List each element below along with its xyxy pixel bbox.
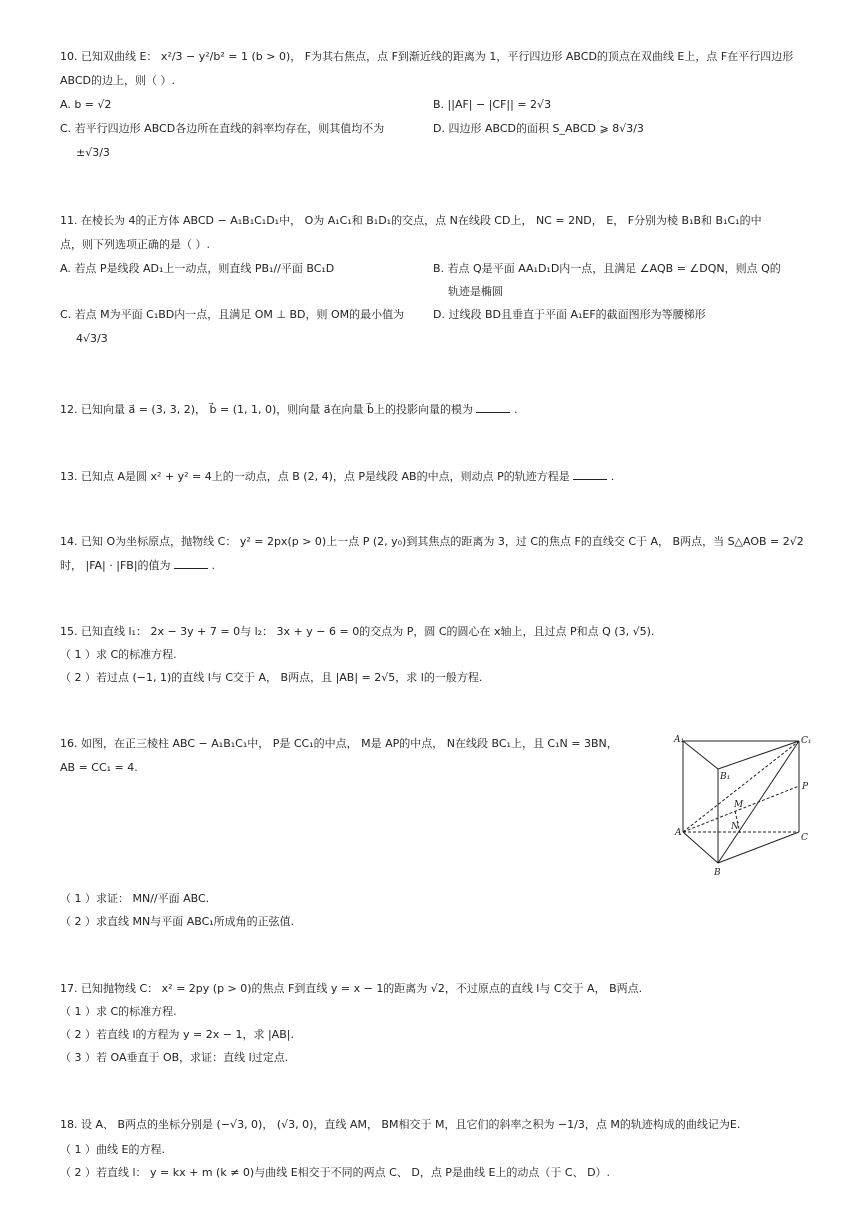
- answer-blank: [174, 558, 208, 569]
- label-a: A: [675, 828, 682, 838]
- q13-line1: [60, 469, 614, 484]
- label-c: C: [801, 833, 808, 843]
- q11-option-d: D. 过线段 BD且垂直于平面 A₁EF的截面图形为等腰梯形: [433, 308, 706, 321]
- q15-line1: 15. 已知直线 l₁： 2x − 3y + 7 = 0与 l₂： 3x + y − 6 = 0的交点为 P，圆 C的圆心在 x轴上，且过点 P和点 Q (3, √5).: [60, 625, 655, 638]
- q11-option-c-cont: 4√3/3: [76, 332, 108, 345]
- q13-text: 13. 已知点 A是圆 x² + y² = 4上的一动点，点 B (2, 4)，点 P是线段 AB的中点，则动点 P的轨迹方程是: [60, 470, 570, 483]
- q13-end: .: [610, 470, 615, 483]
- prism-figure: [670, 732, 820, 882]
- label-b1: B₁: [720, 772, 731, 782]
- q17-part2: （ 2 ）若直线 l的方程为 y = 2x − 1，求 |AB|.: [60, 1028, 294, 1041]
- q11-option-a: A. 若点 P是线段 AD₁上一动点，则直线 PB₁//平面 BC₁D: [60, 262, 335, 275]
- q12-end: .: [513, 403, 518, 416]
- q10-option-b: B. ||AF| − |CF|| = 2√3: [433, 98, 552, 111]
- q15-part2: （ 2 ）若过点 (−1, 1)的直线 l与 C交于 A， B两点，且 |AB| = 2√5，求 l的一般方程.: [60, 671, 483, 684]
- q11-option-b: B. 若点 Q是平面 AA₁D₁D内一点，且满足 ∠AQB = ∠DQN，则点 Q的: [433, 262, 781, 275]
- q10-line1: 10. 已知双曲线 E： x²/3 − y²/b² = 1 (b > 0)， F为其右焦点，点 F到渐近线的距离为 1，平行四边形 ABCD的顶点在双曲线 E上，点 F在平行四边形: [60, 50, 794, 63]
- q15-part1: （ 1 ）求 C的标准方程.: [60, 648, 177, 661]
- label-b: B: [714, 868, 721, 878]
- q10-option-c: C. 若平行四边形 ABCD各边所在直线的斜率均存在，则其值均不为: [60, 122, 385, 135]
- q17-part1: （ 1 ）求 C的标准方程.: [60, 1005, 177, 1018]
- label-n: N: [731, 822, 739, 832]
- answer-blank: [573, 469, 607, 480]
- q10-line2: ABCD的边上，则（ ）.: [60, 74, 176, 87]
- q18-part1: （ 1 ）曲线 E的方程.: [60, 1143, 165, 1156]
- q11-line2: 点，则下列选项正确的是（ ）.: [60, 238, 210, 251]
- q10-option-a: A. b = √2: [60, 98, 112, 111]
- label-c1: C₁: [801, 736, 812, 746]
- q18-line1: 18. 设 A、 B两点的坐标分别是 (−√3, 0)， (√3, 0)，直线 AM， BM相交于 M，且它们的斜率之积为 −1/3，点 M的轨迹构成的曲线记为E.: [60, 1118, 741, 1131]
- q11-option-b-cont: 轨迹是椭圆: [448, 285, 503, 298]
- q14-text: 时， |FA| · |FB|的值为: [60, 559, 171, 572]
- q16-line1: 16. 如图，在正三棱柱 ABC − A₁B₁C₁中， P是 CC₁的中点， M是 AP的中点， N在线段 BC₁上，且 C₁N = 3BN，: [60, 737, 618, 750]
- q14-line1: 14. 已知 O为坐标原点，抛物线 C： y² = 2px(p > 0)上一点 P (2, y₀)到其焦点的距离为 3，过 C的焦点 F的直线交 C于 A， B两点，当 S△AOB = 2√2: [60, 535, 804, 548]
- q16-part2: （ 2 ）求直线 MN与平面 ABC₁所成角的正弦值.: [60, 915, 295, 928]
- q14-end: .: [211, 559, 216, 572]
- q10-option-c-cont: ±√3/3: [76, 146, 110, 159]
- label-a1: A₁: [674, 735, 685, 745]
- q11-option-c: C. 若点 M为平面 C₁BD内一点，且满足 OM ⊥ BD，则 OM的最小值为: [60, 308, 405, 321]
- q11-line1: 11. 在棱长为 4的正方体 ABCD − A₁B₁C₁D₁中， O为 A₁C₁和 B₁D₁的交点，点 N在线段 CD上， NC = 2ND， E， F分别为棱 B₁B和 B₁C₁的中: [60, 214, 762, 227]
- q12-line1: [60, 402, 517, 417]
- q18-part2: （ 2 ）若直线 l： y = kx + m (k ≠ 0)与曲线 E相交于不同的两点 C、 D，点 P是曲线 E上的动点（于 C、 D）.: [60, 1166, 611, 1179]
- answer-blank: [476, 402, 510, 413]
- label-m: M: [734, 800, 744, 810]
- q16-line2: AB = CC₁ = 4.: [60, 761, 138, 774]
- q16-part1: （ 1 ）求证： MN//平面 ABC.: [60, 892, 210, 905]
- q10-option-d: D. 四边形 ABCD的面积 S_ABCD ⩾ 8√3/3: [433, 122, 644, 135]
- q14-line2: [60, 558, 215, 573]
- q17-line1: 17. 已知抛物线 C： x² = 2py (p > 0)的焦点 F到直线 y = x − 1的距离为 √2，不过原点的直线 l与 C交于 A， B两点.: [60, 982, 643, 995]
- label-p: P: [802, 782, 809, 792]
- q17-part3: （ 3 ）若 OA垂直于 OB，求证：直线 l过定点.: [60, 1051, 289, 1064]
- q12-text: 12. 已知向量 a⃗ = (3, 3, 2)， b⃗ = (1, 1, 0)，则向量 a⃗在向量 b⃗上的投影向量的模为: [60, 403, 473, 416]
